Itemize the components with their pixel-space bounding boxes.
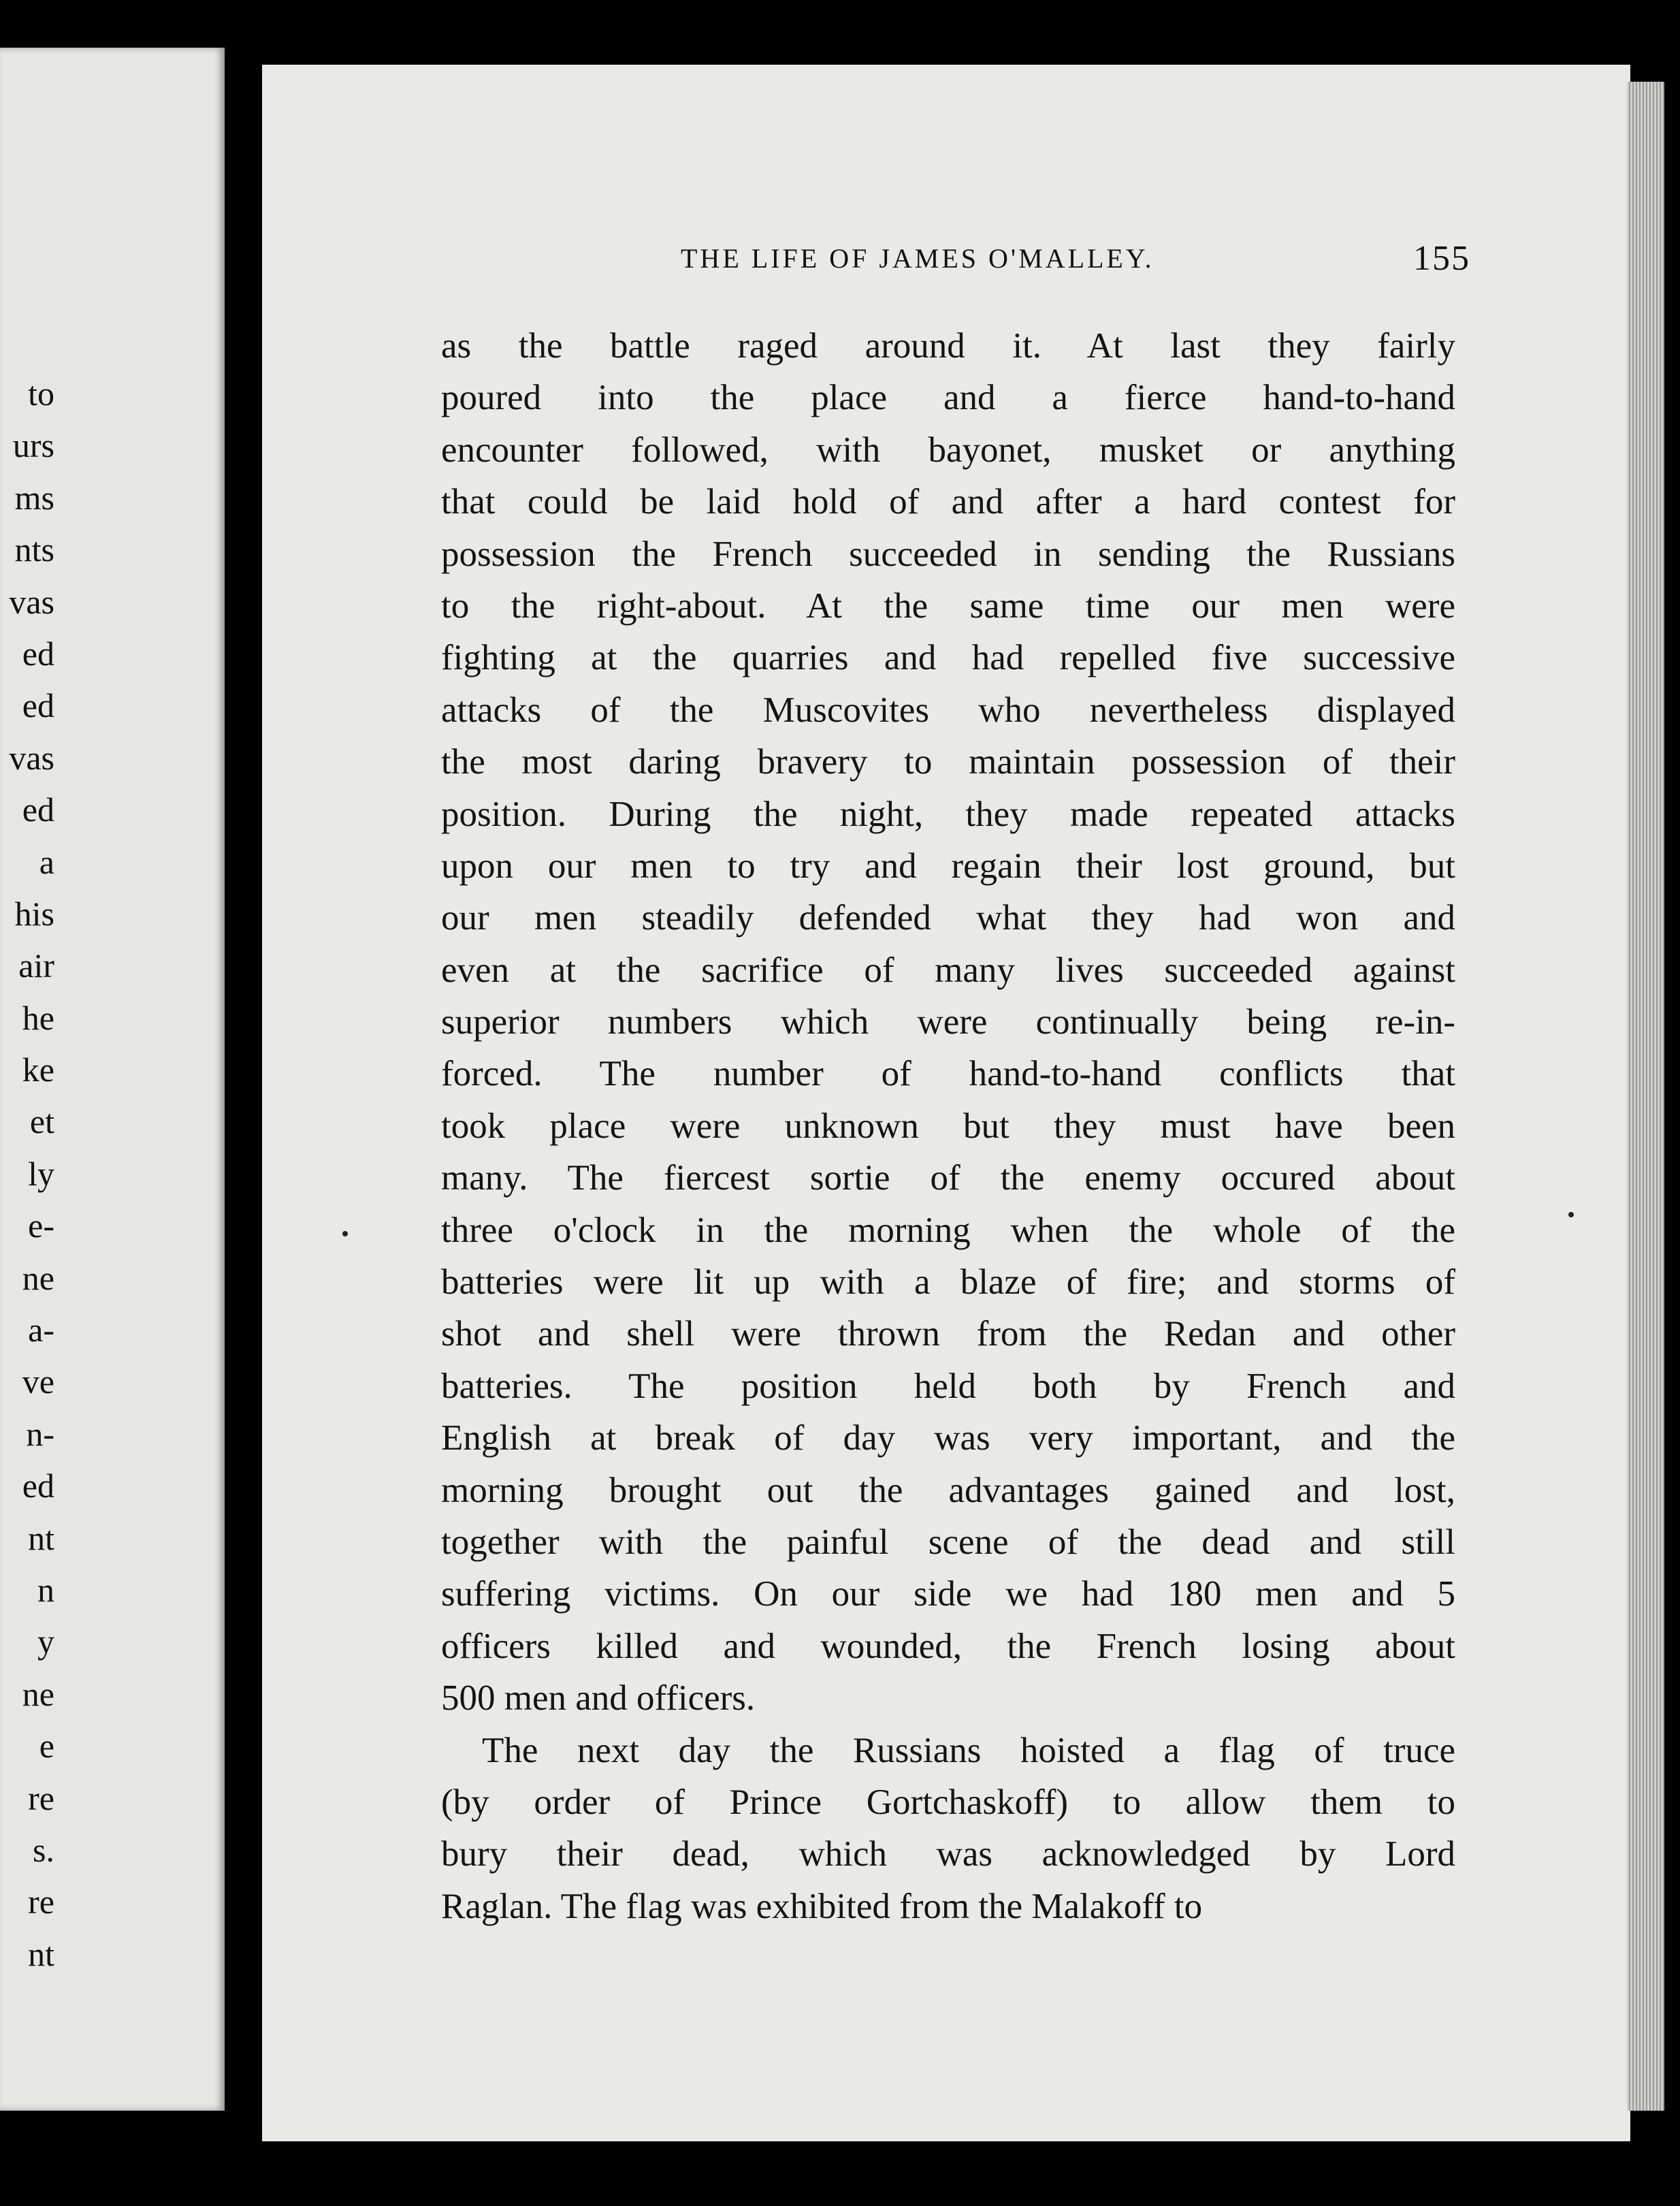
scan-speck (342, 1231, 348, 1236)
left-page-fragment: ms (14, 478, 54, 517)
left-page-fragment: nt (28, 1934, 54, 1973)
left-page-fragment: et (29, 1102, 54, 1141)
text-line: 500 men and officers. (441, 1678, 756, 1719)
left-page-fragment: his (14, 894, 54, 933)
text-line: suffering victims. On our side we had 180 men and 5 (441, 1574, 1455, 1614)
text-line: shot and shell were thrown from the Redan and other (441, 1314, 1455, 1354)
left-page-fragment: ly (28, 1154, 54, 1193)
text-line: together with the painful scene of the dead and still (441, 1522, 1455, 1562)
scan-speck (1568, 1212, 1574, 1217)
book-gutter (225, 41, 262, 2152)
text-line: to the right-about. At the same time our men were (441, 586, 1455, 626)
text-line: possession the French succeeded in sending the Russians (441, 534, 1455, 574)
text-line: position. During the night, they made repeated attacks (441, 794, 1455, 834)
text-line: (by order of Prince Gortchaskoff) to allow them to (441, 1782, 1455, 1822)
left-page-fragment: y (37, 1622, 54, 1661)
left-page-fragment: he (22, 998, 54, 1037)
left-page-fragment: to (28, 374, 54, 413)
text-line: attacks of the Muscovites who nevertheless displayed (441, 690, 1455, 730)
left-page-fragment: ke (22, 1051, 54, 1089)
left-page-fragment: re (28, 1883, 54, 1921)
left-page-fragment: ed (22, 634, 54, 673)
left-page-fragment: ed (22, 790, 54, 829)
left-page-fragment: a (39, 842, 54, 881)
left-page-fragment: nts (14, 530, 54, 569)
left-page-fragment: e- (28, 1206, 54, 1245)
left-page-fragment: vas (9, 738, 54, 777)
text-line: upon our men to try and regain their lost ground, but (441, 846, 1455, 886)
left-page-fragment: ed (22, 686, 54, 725)
text-line: our men steadily defended what they had won and (441, 898, 1455, 938)
left-page-fragment: ve (22, 1362, 54, 1401)
left-page-fragment: a- (28, 1311, 54, 1349)
text-line: as the battle raged around it. At last they fairly (441, 326, 1455, 366)
left-page-fragment: n (37, 1570, 54, 1609)
text-line: forced. The number of hand-to-hand conflicts that (441, 1054, 1455, 1094)
left-page-fragment: n- (26, 1414, 54, 1453)
text-line: many. The fiercest sortie of the enemy occured about (441, 1158, 1455, 1198)
left-page-fragment: urs (12, 426, 54, 465)
page-number: 155 (1413, 239, 1470, 278)
text-line: morning brought out the advantages gained and lost, (441, 1470, 1455, 1510)
text-line: The next day the Russians hoisted a flag of truce (482, 1730, 1455, 1770)
text-line: the most daring bravery to maintain possession of their (441, 742, 1455, 782)
text-line: that could be laid hold of and after a hard contest for (441, 482, 1455, 522)
text-line: encounter followed, with bayonet, musket or anything (441, 430, 1455, 470)
left-facing-page (0, 48, 225, 2111)
text-line: batteries were lit up with a blaze of fire; and storms of (441, 1262, 1455, 1302)
left-page-fragment: air (18, 946, 54, 985)
left-page-fragment: ne (22, 1258, 54, 1297)
left-page-fragment: vas (9, 582, 54, 621)
page-edges (1627, 82, 1664, 2111)
left-page-fragment: e (39, 1727, 54, 1765)
text-line: fighting at the quarries and had repelled five successive (441, 638, 1455, 678)
paragraph (441, 320, 1455, 1725)
text-line: poured into the place and a fierce hand-to-hand (441, 378, 1455, 418)
left-page-fragment: ed (22, 1467, 54, 1505)
left-page-fragment: nt (28, 1518, 54, 1557)
running-head (681, 238, 1470, 279)
text-line: Raglan. The flag was exhibited from the Malakoff to (441, 1886, 1203, 1926)
text-line: three o'clock in the morning when the whole of the (441, 1210, 1455, 1250)
text-line: English at break of day was very important, and the (441, 1418, 1455, 1458)
paragraph (441, 1725, 1455, 1933)
text-line: even at the sacrifice of many lives succeeded against (441, 950, 1455, 990)
text-line: officers killed and wounded, the French losing about (441, 1626, 1455, 1666)
text-line: batteries. The position held both by French and (441, 1366, 1455, 1406)
text-line: superior numbers which were continually being re-in- (441, 1002, 1455, 1042)
text-line: took place were unknown but they must have been (441, 1106, 1455, 1146)
left-page-fragment: s. (33, 1830, 54, 1869)
left-page-fragment: re (28, 1778, 54, 1817)
text-line: bury their dead, which was acknowledged by Lord (441, 1834, 1455, 1874)
left-page-fragment: ne (22, 1674, 54, 1713)
body-text (441, 320, 1455, 1932)
left-page-text-fragments (0, 368, 225, 1980)
running-title: THE LIFE OF JAMES O'MALLEY. (681, 243, 1154, 274)
